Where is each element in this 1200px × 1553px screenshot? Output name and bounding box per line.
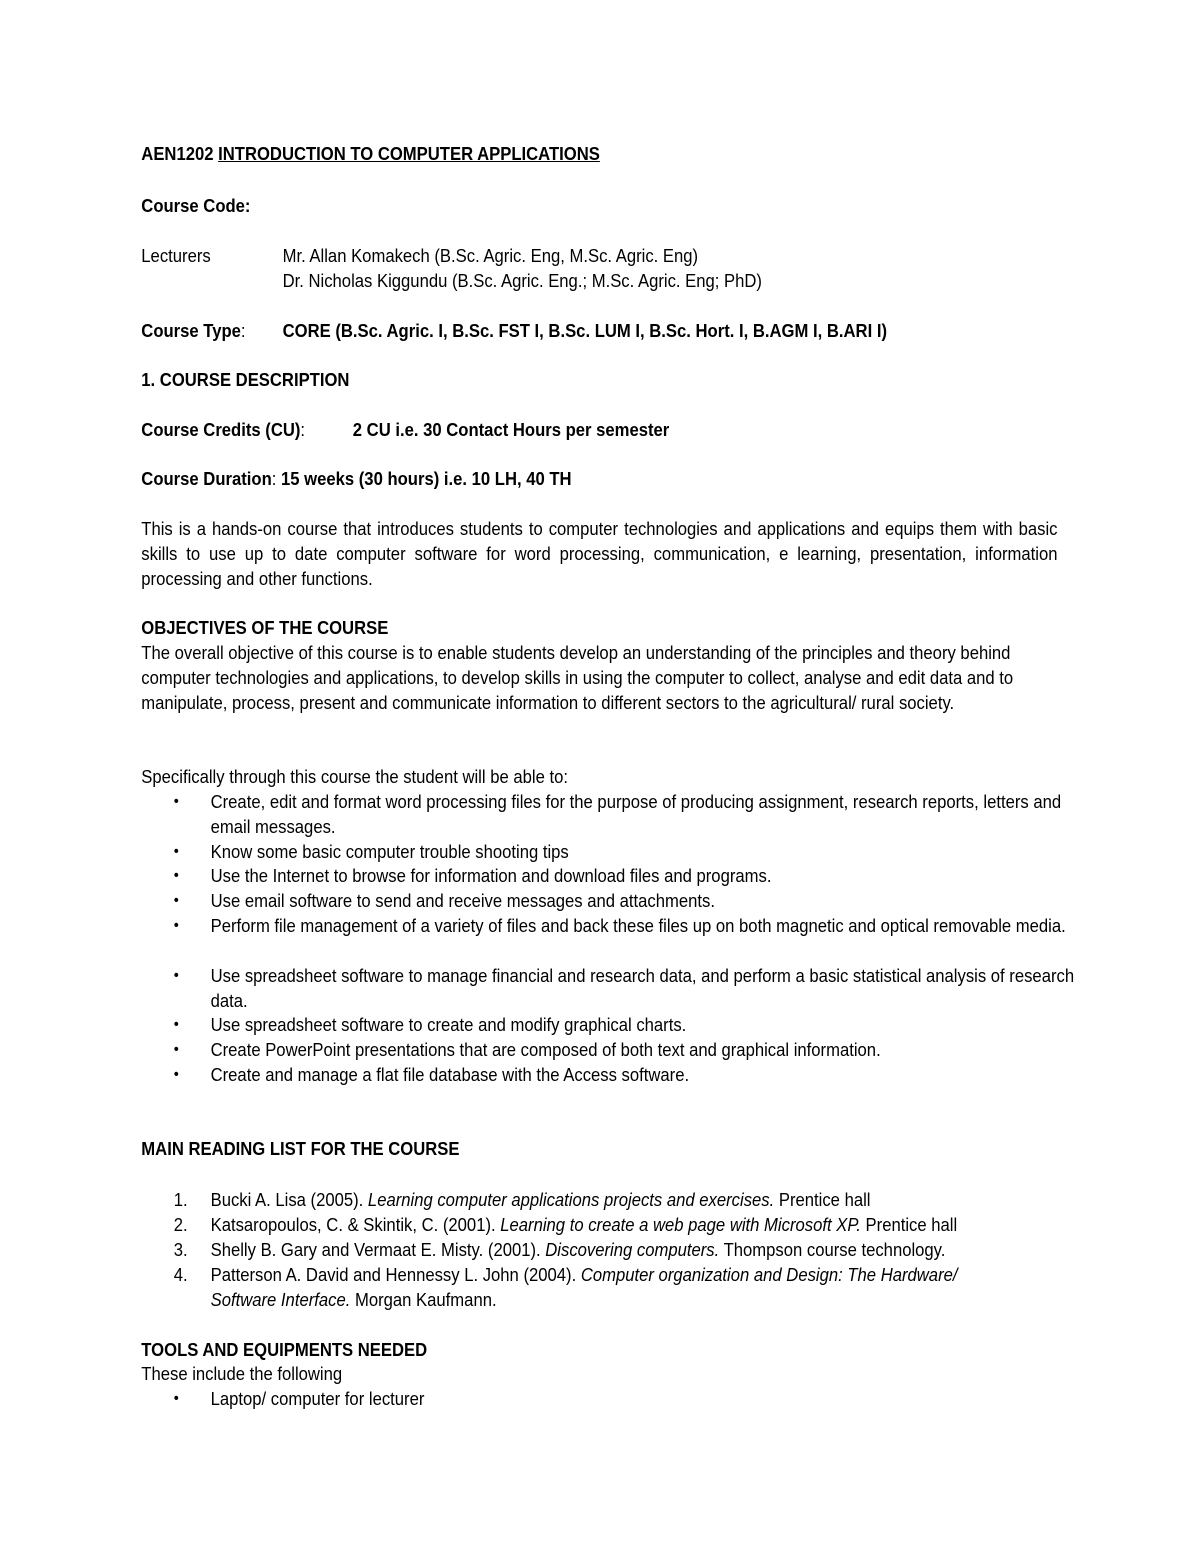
bullet-icon: • bbox=[173, 843, 179, 860]
course-credits-row bbox=[141, 417, 305, 442]
reading-publisher: Thompson course technology. bbox=[719, 1239, 946, 1260]
bullet-icon: • bbox=[173, 967, 179, 984]
course-type-colon: : bbox=[240, 320, 246, 341]
list-item: Create, edit and format word processing files for the purpose of producing assignment, research reports, letters and email messages. bbox=[210, 791, 1062, 837]
reading-publisher: Morgan Kaufmann. bbox=[350, 1289, 497, 1310]
reading-item bbox=[211, 1212, 1075, 1237]
list-item: Create PowerPoint presentations that are composed of both text and graphical information. bbox=[210, 1039, 881, 1060]
list-number: 3. bbox=[173, 1239, 188, 1260]
bullet-icon: • bbox=[173, 892, 179, 909]
bullet-icon: • bbox=[173, 1041, 179, 1058]
course-description-text: This is a hands-on course that introduces students to computer technologies and applications and equips them with basic skills to use up to date computer software for word processing, communication, e learning, presentation, information processing and other functions. bbox=[141, 518, 1058, 589]
reading-title: Learning computer applications projects and exercises. bbox=[367, 1189, 775, 1210]
course-credits-value: 2 CU i.e. 30 Contact Hours per semester bbox=[352, 419, 670, 440]
list-number: 2. bbox=[173, 1214, 188, 1235]
lecturer-name: Mr. Allan Komakech (B.Sc. Agric. Eng, M.Sc. Agric. Eng) bbox=[282, 245, 699, 266]
course-duration-value: 15 weeks (30 hours) i.e. 10 LH, 40 TH bbox=[276, 468, 572, 489]
reading-author: Katsaropoulos, C. & Skintik, C. (2001). bbox=[210, 1214, 501, 1235]
bullet-icon: • bbox=[173, 867, 179, 884]
bullet-icon: • bbox=[173, 1390, 179, 1407]
reading-author: Bucki A. Lisa (2005). bbox=[210, 1189, 368, 1210]
reading-title: Discovering computers. bbox=[545, 1239, 720, 1260]
section-heading-objectives: OBJECTIVES OF THE COURSE bbox=[141, 617, 389, 638]
course-code-number: AEN1202 bbox=[141, 143, 214, 164]
reading-publisher: Prentice hall bbox=[860, 1214, 958, 1235]
reading-title: Computer organization and Design: The Hardware/ Software Interface. bbox=[210, 1264, 958, 1310]
objectives-text: The overall objective of this course is to enable students develop an understanding of the principles and theory behind computer technologies and applications, to develop skills in using the computer to collect, analyse and edit data and to manipulate, process, present and communicate information to different sectors to the agricultural/ rural society. bbox=[141, 642, 1014, 713]
bullet-icon: • bbox=[173, 793, 179, 810]
reading-item bbox=[211, 1262, 1021, 1312]
objectives-intro: Specifically through this course the student will be able to: bbox=[141, 766, 568, 787]
list-item: Use email software to send and receive messages and attachments. bbox=[210, 890, 715, 911]
reading-author: Patterson A. David and Hennessy L. John (2004). bbox=[210, 1264, 581, 1285]
list-item: Use the Internet to browse for information and download files and programs. bbox=[210, 865, 772, 886]
bullet-icon: • bbox=[173, 1016, 179, 1033]
course-credits-label: Course Credits (CU) bbox=[141, 419, 301, 440]
list-item: Perform file management of a variety of files and back these files up on both magnetic and optical removable media. bbox=[210, 915, 1066, 936]
list-number: 4. bbox=[173, 1264, 188, 1285]
list-item: Use spreadsheet software to create and modify graphical charts. bbox=[210, 1014, 687, 1035]
section-heading-reading: MAIN READING LIST FOR THE COURSE bbox=[141, 1138, 460, 1159]
reading-publisher: Prentice hall bbox=[774, 1189, 871, 1210]
course-type-row bbox=[141, 318, 245, 343]
course-type-label: Course Type bbox=[141, 320, 241, 341]
list-item: Laptop/ computer for lecturer bbox=[210, 1388, 425, 1409]
list-item: Know some basic computer trouble shooting tips bbox=[210, 841, 569, 862]
course-duration-row bbox=[141, 466, 571, 491]
course-code-label: Course Code: bbox=[141, 195, 251, 216]
lecturers-label: Lecturers bbox=[141, 245, 211, 266]
course-title-text: INTRODUCTION TO COMPUTER APPLICATIONS bbox=[218, 143, 600, 164]
course-credits-colon: : bbox=[300, 419, 306, 440]
section-heading-tools: TOOLS AND EQUIPMENTS NEEDED bbox=[141, 1339, 428, 1360]
list-item: Create and manage a flat file database with the Access software. bbox=[210, 1064, 690, 1085]
course-type-value: CORE (B.Sc. Agric. I, B.Sc. FST I, B.Sc. LUM I, B.Sc. Hort. I, B.AGM I, B.ARI I) bbox=[282, 320, 888, 341]
course-duration-label: Course Duration bbox=[141, 468, 272, 489]
bullet-icon: • bbox=[173, 1066, 179, 1083]
section-heading-description: 1. COURSE DESCRIPTION bbox=[141, 369, 350, 390]
bullet-icon: • bbox=[173, 917, 179, 934]
reading-author: Shelly B. Gary and Vermaat E. Misty. (2001). bbox=[210, 1239, 546, 1260]
lecturer-name: Dr. Nicholas Kiggundu (B.Sc. Agric. Eng.; M.Sc. Agric. Eng; PhD) bbox=[282, 270, 762, 291]
tools-intro: These include the following bbox=[141, 1363, 343, 1384]
reading-title: Learning to create a web page with Microsoft XP. bbox=[500, 1214, 861, 1235]
list-number: 1. bbox=[173, 1189, 188, 1210]
course-duration-colon: : bbox=[271, 468, 277, 489]
list-item: Use spreadsheet software to manage financial and research data, and perform a basic statistical analysis of research data. bbox=[210, 965, 1075, 1011]
reading-item bbox=[211, 1187, 1075, 1212]
reading-item bbox=[211, 1237, 1075, 1262]
course-title bbox=[141, 141, 600, 166]
